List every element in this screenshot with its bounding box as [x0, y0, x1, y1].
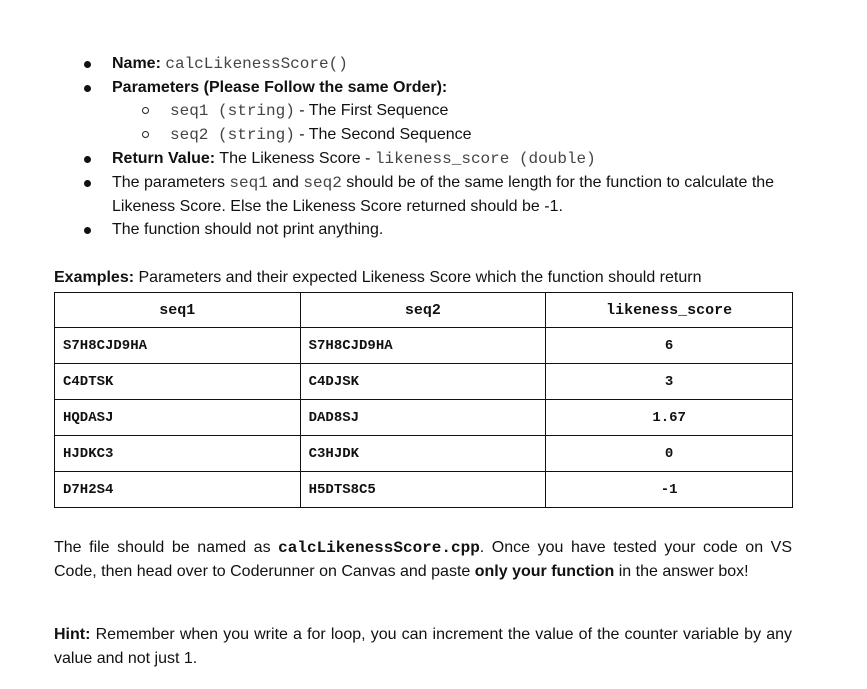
filename: calcLikenessScore.cpp [278, 539, 480, 557]
seq2-code: seq2 [303, 174, 342, 192]
table-cell: 6 [546, 328, 793, 364]
return-value-code: likeness_score (double) [374, 150, 596, 168]
bullet-dot [84, 156, 91, 163]
bullet-return-value [78, 147, 778, 171]
table-cell: C4DJSK [300, 364, 546, 400]
hint-label: Hint: [54, 626, 91, 643]
column-header: seq2 [300, 293, 546, 328]
hint-text: Remember when you write a for loop, you can increment the value of the counter variable by any value and not just 1. [54, 626, 792, 667]
table-cell: C3HJDK [300, 436, 546, 472]
parameter-code: seq2 (string) [170, 126, 295, 144]
seq1-code: seq1 [229, 174, 268, 192]
table-cell: S7H8CJD9HA [55, 328, 301, 364]
table-cell: HJDKC3 [55, 436, 301, 472]
file-note-emphasis: only your function [474, 563, 615, 580]
file-note [54, 536, 792, 584]
table-cell: HQDASJ [55, 400, 301, 436]
table-row [55, 328, 793, 364]
table-cell: S7H8CJD9HA [300, 328, 546, 364]
bullet-name [78, 52, 778, 76]
parameter-item [78, 123, 778, 147]
table-row [55, 436, 793, 472]
file-note-text: in the answer box! [614, 563, 749, 580]
parameter-desc: - The First Sequence [294, 102, 449, 119]
parameter-item [78, 99, 778, 123]
bullet-dot [84, 61, 91, 68]
parameter-code: seq1 (string) [170, 102, 295, 120]
return-value-label: Return Value: [112, 150, 216, 167]
bullet-dot [84, 227, 91, 234]
examples-table [54, 292, 793, 508]
bullet-parameters [78, 76, 778, 99]
examples-caption [54, 268, 701, 288]
table-cell: C4DTSK [55, 364, 301, 400]
same-length-text: and [267, 174, 304, 191]
same-length-text: should be of the same length for the function to calculate the Likeness Score. Else the Likeness Score returned should be -1. [112, 174, 775, 215]
bullet-dot [84, 180, 91, 187]
column-header: likeness_score [546, 293, 793, 328]
name-label: Name: [112, 55, 161, 72]
return-value-text: The Likeness Score - [215, 150, 375, 167]
table-row [55, 400, 793, 436]
table-cell: 1.67 [546, 400, 793, 436]
table-row [55, 472, 793, 508]
table-cell: 0 [546, 436, 793, 472]
parameters-label: Parameters (Please Follow the same Order): [112, 79, 448, 96]
examples-label: Examples: [54, 269, 135, 286]
table-header-row [55, 293, 793, 328]
same-length-text: The parameters [112, 174, 230, 191]
table-row [55, 364, 793, 400]
requirements-list [78, 52, 778, 241]
no-print-text: The function should not print anything. [112, 221, 384, 238]
bullet-same-length [78, 171, 778, 218]
table-cell: DAD8SJ [300, 400, 546, 436]
table-cell: -1 [546, 472, 793, 508]
examples-caption-text: Parameters and their expected Likeness Score which the function should return [134, 269, 702, 286]
table-cell: 3 [546, 364, 793, 400]
sub-bullet-circle [142, 131, 149, 138]
bullet-no-print [78, 218, 778, 241]
bullet-dot [84, 85, 91, 92]
file-note-text: . Once you have tested your code on VS Code, then head over to Coderunner on Canvas and paste [54, 539, 792, 580]
table-cell: H5DTS8C5 [300, 472, 546, 508]
column-header: seq1 [55, 293, 301, 328]
hint [54, 623, 792, 671]
sub-bullet-circle [142, 107, 149, 114]
parameter-desc: - The Second Sequence [294, 126, 472, 143]
table-cell: D7H2S4 [55, 472, 301, 508]
file-note-text: The file should be named as [54, 539, 279, 556]
function-name: calcLikenessScore() [165, 55, 348, 73]
